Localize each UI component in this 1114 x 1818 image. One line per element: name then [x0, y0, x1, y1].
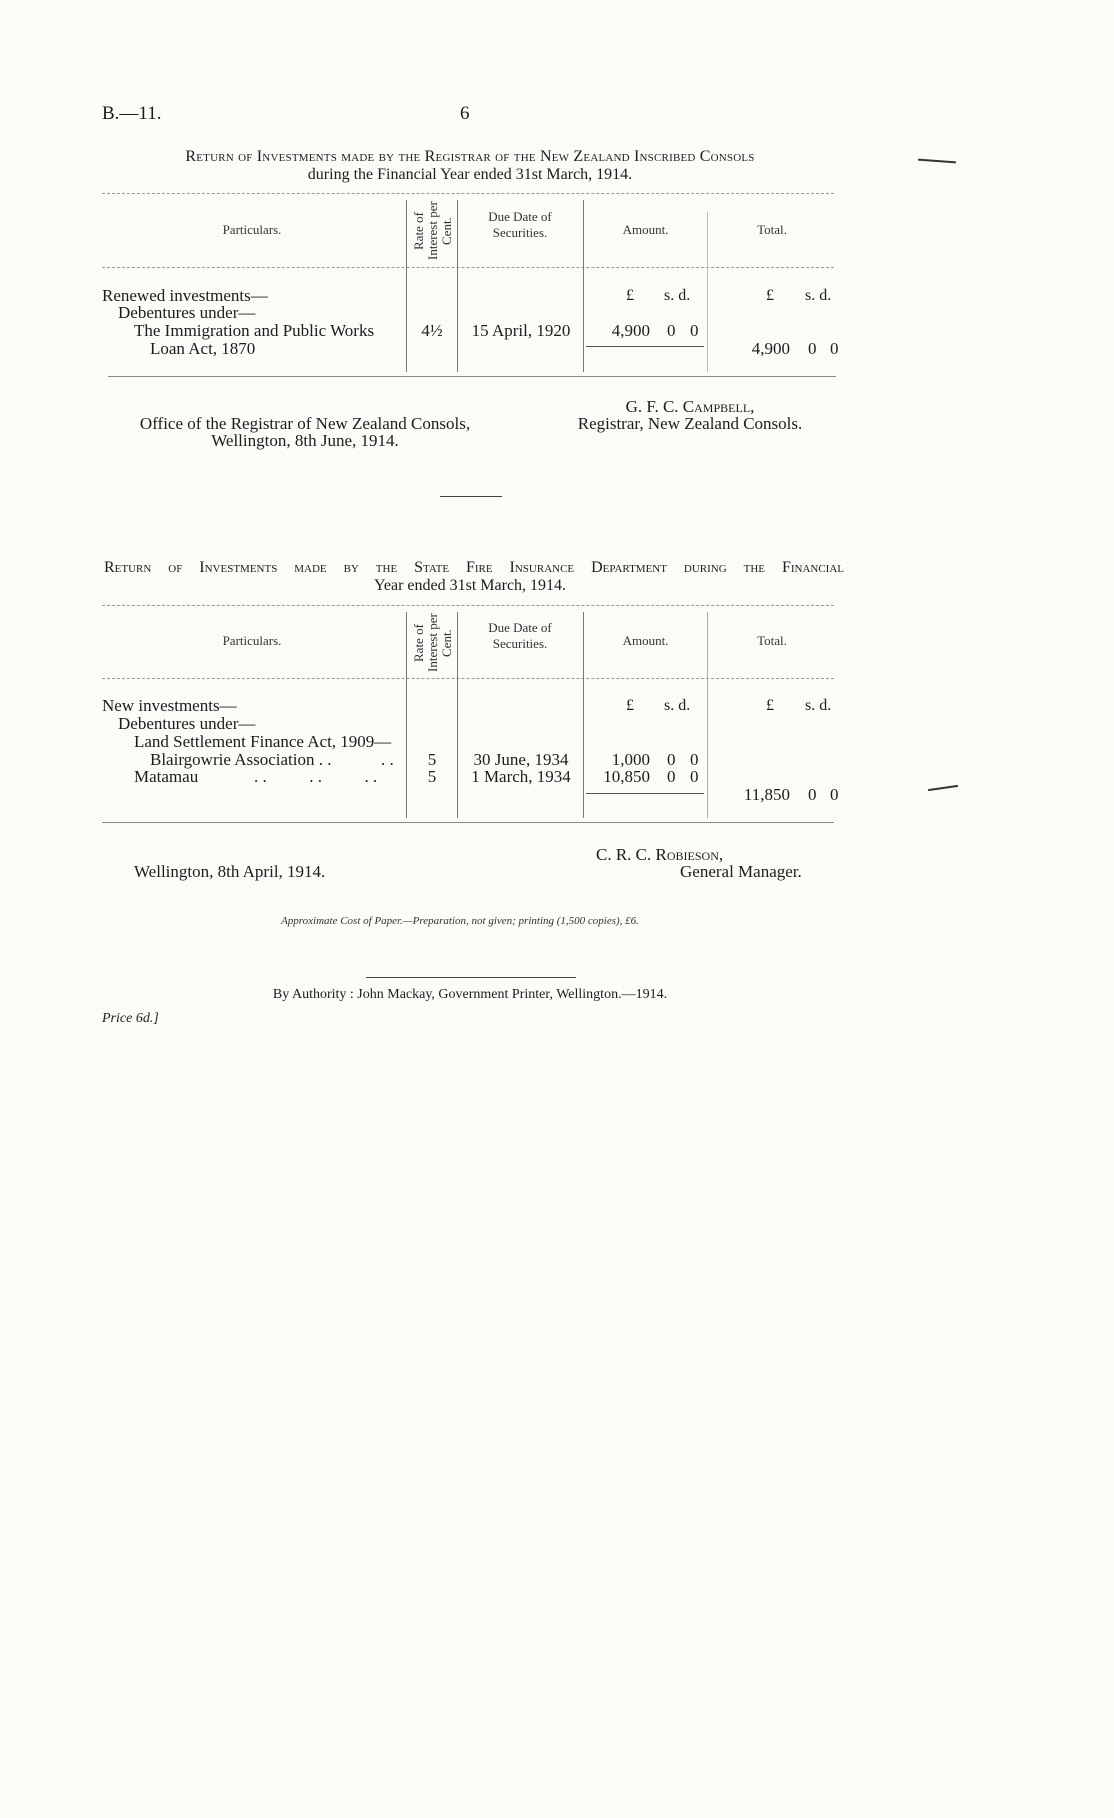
table2-col-divider	[406, 612, 407, 818]
table1-amount-s: 0	[667, 321, 676, 340]
table2-row-label: Debentures under—	[118, 714, 256, 733]
table2-title-line1: Return of Investments made by the State Fire Insurance Department during the Financial	[104, 559, 844, 576]
table1-col-divider	[457, 200, 458, 372]
table2-row-label: New investments—	[102, 696, 237, 715]
table2-total-d: 0	[830, 785, 839, 804]
table2-due-date: 1 March, 1934	[471, 767, 571, 786]
table1-title-line2: during the Financial Year ended 31st March, 1914.	[307, 166, 633, 183]
table1-amount: 4,900	[611, 321, 650, 340]
table2-title-line2: Year ended 31st March, 1914.	[373, 577, 567, 594]
table2-header-rate: Rate of Interest per Cent.	[411, 613, 454, 673]
table1-total-s: 0	[808, 339, 817, 358]
table1-col-divider	[406, 200, 407, 372]
table1-header-rate: Rate of Interest per Cent.	[411, 201, 454, 261]
price: Price 6d.]	[102, 1011, 159, 1026]
table1-due-date: 15 April, 1920	[471, 321, 571, 340]
printer-authority: By Authority : John Mackay, Government Printer, Wellington.—1914.	[272, 987, 668, 1002]
page-ref: B.—11.	[102, 103, 162, 124]
table1-title-line1: Return of Investments made by the Registrar of the New Zealand Inscribed Consols	[185, 148, 755, 165]
table1-row-label: Loan Act, 1870	[150, 339, 256, 358]
table2-rate: 5	[427, 767, 437, 786]
signatory1-role: Registrar, New Zealand Consols.	[577, 414, 803, 433]
table2-amount: 1,000	[611, 750, 650, 769]
table2-amount-d: 0	[690, 750, 699, 769]
cost-of-paper: Approximate Cost of Paper.—Preparation, not given; printing (1,500 copies), £6.	[281, 915, 639, 927]
office-line1: Office of the Registrar of New Zealand Consols,	[139, 414, 471, 433]
table1-header-rule	[102, 267, 834, 268]
table2-header-rule	[102, 678, 834, 679]
table1-row-label: Debentures under—	[118, 303, 256, 322]
table2-row-label: Blairgowrie Association . .	[150, 750, 332, 769]
table1-amount-d: 0	[690, 321, 699, 340]
table1-sum-rule	[586, 346, 704, 347]
table2-rate: 5	[427, 750, 437, 769]
margin-mark	[928, 785, 958, 791]
table2-col-divider	[707, 612, 708, 818]
table1-total-d: 0	[830, 339, 839, 358]
table2-total-s: 0	[808, 785, 817, 804]
table2-row-label: Matamau	[134, 767, 199, 786]
table2-header-particulars: Particulars.	[222, 633, 282, 648]
table1-total-pound-unit: £	[766, 287, 774, 304]
page-number: 6	[460, 103, 470, 124]
signatory2-role: General Manager.	[680, 862, 802, 881]
table2-top-rule	[102, 605, 834, 606]
margin-mark	[918, 159, 956, 164]
place-date: Wellington, 8th April, 1914.	[134, 862, 326, 881]
footer-rule	[366, 977, 576, 978]
table1-amount-sd-unit: s. d.	[664, 287, 691, 304]
table2-col-divider	[457, 612, 458, 818]
section-divider	[440, 496, 502, 497]
table2-amount-s: 0	[667, 767, 676, 786]
table2-amount-pound-unit: £	[626, 697, 634, 714]
table2-header-due: Due Date of Securities.	[488, 620, 552, 651]
table1-bottom-rule	[108, 376, 836, 377]
table2-header-total: Total.	[757, 633, 787, 648]
table2-total: 11,850	[743, 785, 790, 804]
table2-amount-sd-unit: s. d.	[664, 697, 691, 714]
table1-header-total: Total.	[757, 222, 787, 237]
signatory1-name: G. F. C. Campbell,	[625, 397, 755, 416]
table2-amount: 10,850	[603, 767, 650, 786]
table1-amount-pound-unit: £	[626, 287, 634, 304]
table1-row-label: The Immigration and Public Works	[134, 321, 375, 340]
table2-sum-rule	[586, 793, 704, 794]
table2-amount-d: 0	[690, 767, 699, 786]
table1-row-label: Renewed investments—	[102, 286, 268, 305]
table2-col-divider	[583, 612, 584, 818]
signatory2-name: C. R. C. Robieson,	[596, 845, 724, 864]
table2-bottom-rule	[102, 822, 834, 823]
table2-amount-s: 0	[667, 750, 676, 769]
table2-row-leader: . . . . . .	[254, 767, 378, 786]
table2-header-amount: Amount.	[622, 633, 669, 648]
table1-header-amount: Amount.	[622, 222, 669, 237]
table1-header-due: Due Date of Securities.	[488, 209, 552, 240]
table1-col-divider	[583, 200, 584, 372]
table2-due-date: 30 June, 1934	[473, 750, 569, 769]
table2-row-leader: . .	[381, 750, 394, 769]
table1-rate: 4½	[421, 321, 443, 340]
office-line2: Wellington, 8th June, 1914.	[211, 431, 399, 450]
table1-top-rule	[102, 193, 834, 194]
table1-header-particulars: Particulars.	[222, 222, 282, 237]
table1-total: 4,900	[751, 339, 790, 358]
table2-row-label: Land Settlement Finance Act, 1909—	[134, 732, 392, 751]
table2-total-pound-unit: £	[766, 697, 774, 714]
table1-col-divider	[707, 212, 708, 372]
table2-total-sd-unit: s. d.	[805, 697, 832, 714]
table1-total-sd-unit: s. d.	[805, 287, 832, 304]
